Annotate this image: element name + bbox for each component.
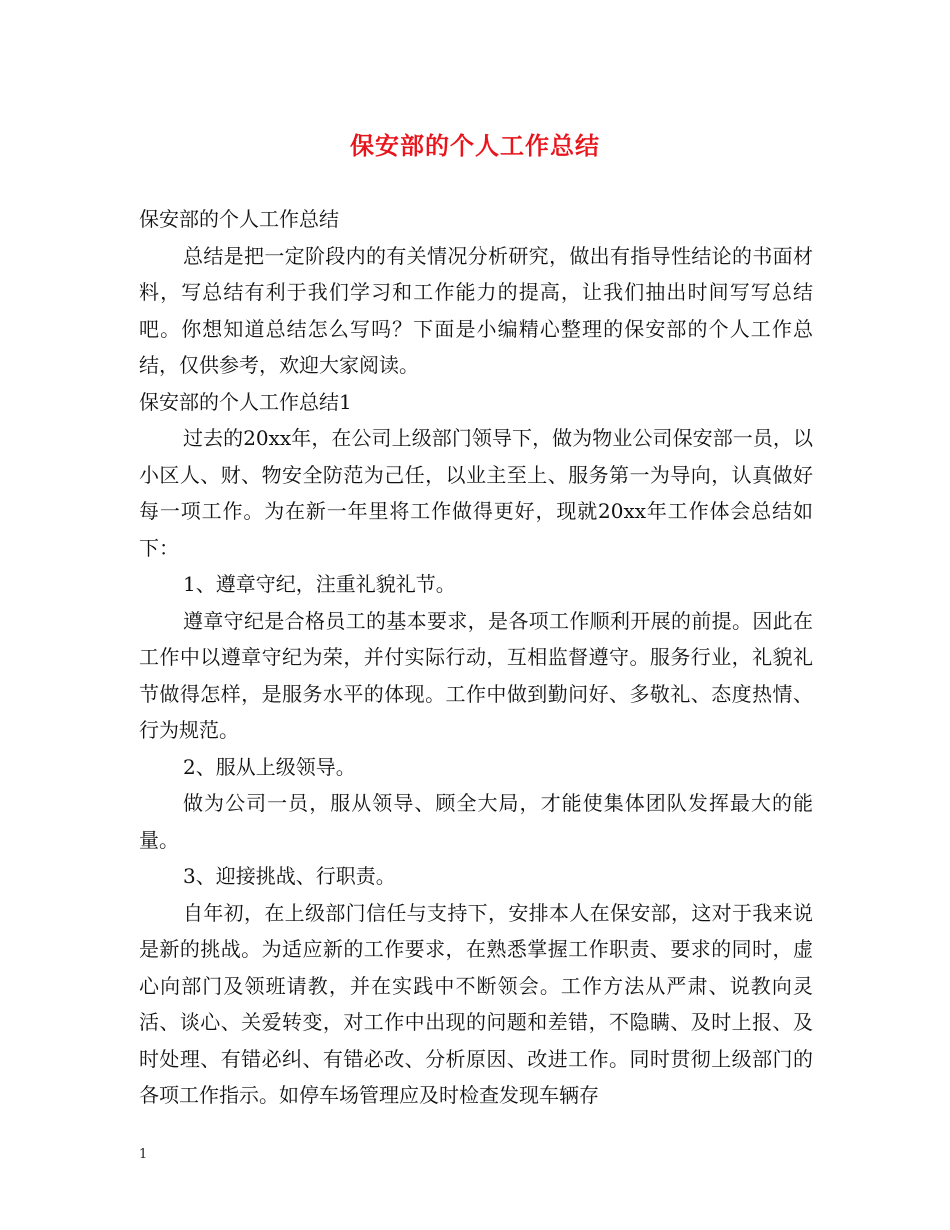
body-paragraph: 遵章守纪是合格员工的基本要求，是各项工作顺利开展的前提。因此在工作中以遵章守纪为荣，并付实际行动，互相监督遵守。服务行业，礼貌礼节做得怎样，是服务水平的体现。工作中做到勤问好、多敬礼、态度热情、行为规范。 (139, 608, 813, 742)
document-title: 保安部的个人工作总结 (350, 131, 600, 160)
list-heading: 1、遵章守纪，注重礼貌礼节。 (183, 572, 456, 596)
subtitle-paragraph: 保安部的个人工作总结 (139, 207, 339, 231)
list-heading: 3、迎接挑战、行职责。 (183, 864, 396, 888)
intro-paragraph: 总结是把一定阶段内的有关情况分析研究，做出有指导性结论的书面材料，写总结有利于我们学习和工作能力的提高，让我们抽出时间写写总结吧。你想知道总结怎么写吗？下面是小编精心整理的保安部的个人工作总结，仅供参考，欢迎大家阅读。 (139, 243, 813, 377)
body-paragraph: 过去的20xx年，在公司上级部门领导下，做为物业公司保安部一员，以小区人、财、物安全防范为己任，以业主至上、服务第一为导向，认真做好每一项工作。为在新一年里将工作做得更好，现就20xx年工作体会总结如下： (139, 426, 813, 560)
list-heading: 2、服从上级领导。 (183, 754, 356, 779)
section-heading: 保安部的个人工作总结1 (139, 389, 352, 414)
document-body (139, 201, 813, 1114)
body-paragraph: 自年初，在上级部门信任与支持下，安排本人在保安部，这对于我来说是新的挑战。为适应新的工作要求，在熟悉掌握工作职责、要求的同时，虚心向部门及领班请教，并在实践中不断领会。工作方法从严肃、说教向灵活、谈心、关爱转变，对工作中出现的问题和差错，不隐瞒、及时上报、及时处理、有错必纠、有错必改、分析原因、改进工作。同时贯彻上级部门的各项工作指示。如停车场管理应及时检查发现车辆存 (139, 900, 813, 1107)
body-paragraph: 做为公司一员，服从领导、顾全大局，才能使集体团队发挥最大的能量。 (139, 791, 813, 852)
page-number: 1 (139, 1147, 148, 1162)
